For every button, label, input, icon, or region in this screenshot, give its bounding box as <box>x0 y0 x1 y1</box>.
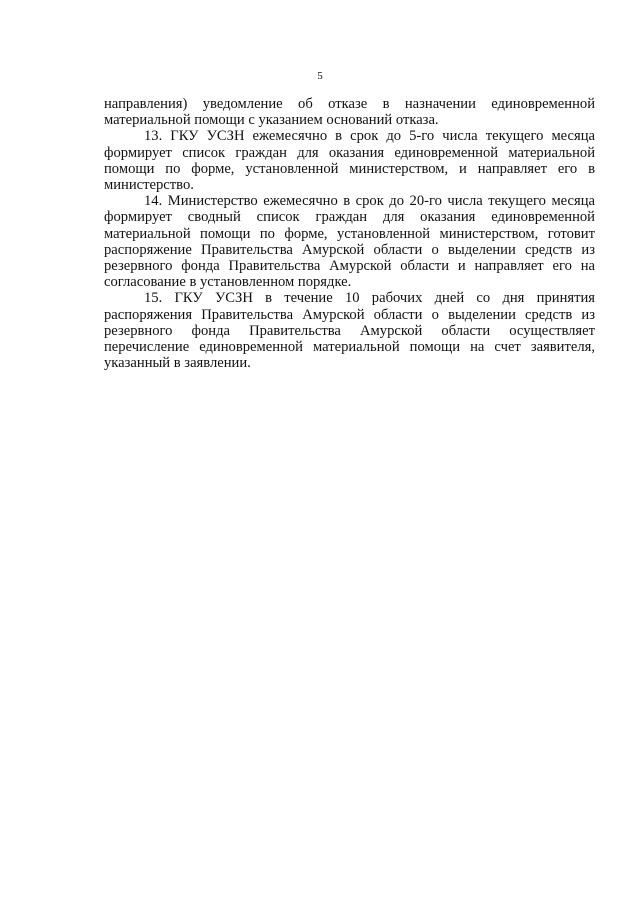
document-body <box>104 96 595 371</box>
paragraph-item-14: 14. Министерство ежемесячно в срок до 20-го числа текущего месяца формирует сводный список граждан для оказания единовременной материальной помощи по форме, установленной министерством, готовит распоряжение Правительства Амурской области о выделении средств из резервного фонда Правительства Амурской области и направляет его на согласование в установленном порядке. <box>104 193 595 291</box>
paragraph-item-15: 15. ГКУ УСЗН в течение 10 рабочих дней со дня принятия распоряжения Правительства Амурской области о выделении средств из резервного фонда Правительства Амурской области осуществляет перечисление единовременной материальной помощи на счет заявителя, указанный в заявлении. <box>104 290 595 372</box>
page-number: 5 <box>317 70 323 82</box>
paragraph-item-13: 13. ГКУ УСЗН ежемесячно в срок до 5-го числа текущего месяца формирует список граждан для оказания единовременной материальной помощи по форме, установленной министерством, и направляет его в министерство. <box>104 128 595 194</box>
paragraph-continuation: направления) уведомление об отказе в назначении единовременной материальной помощи с указанием оснований отказа. <box>104 96 595 129</box>
